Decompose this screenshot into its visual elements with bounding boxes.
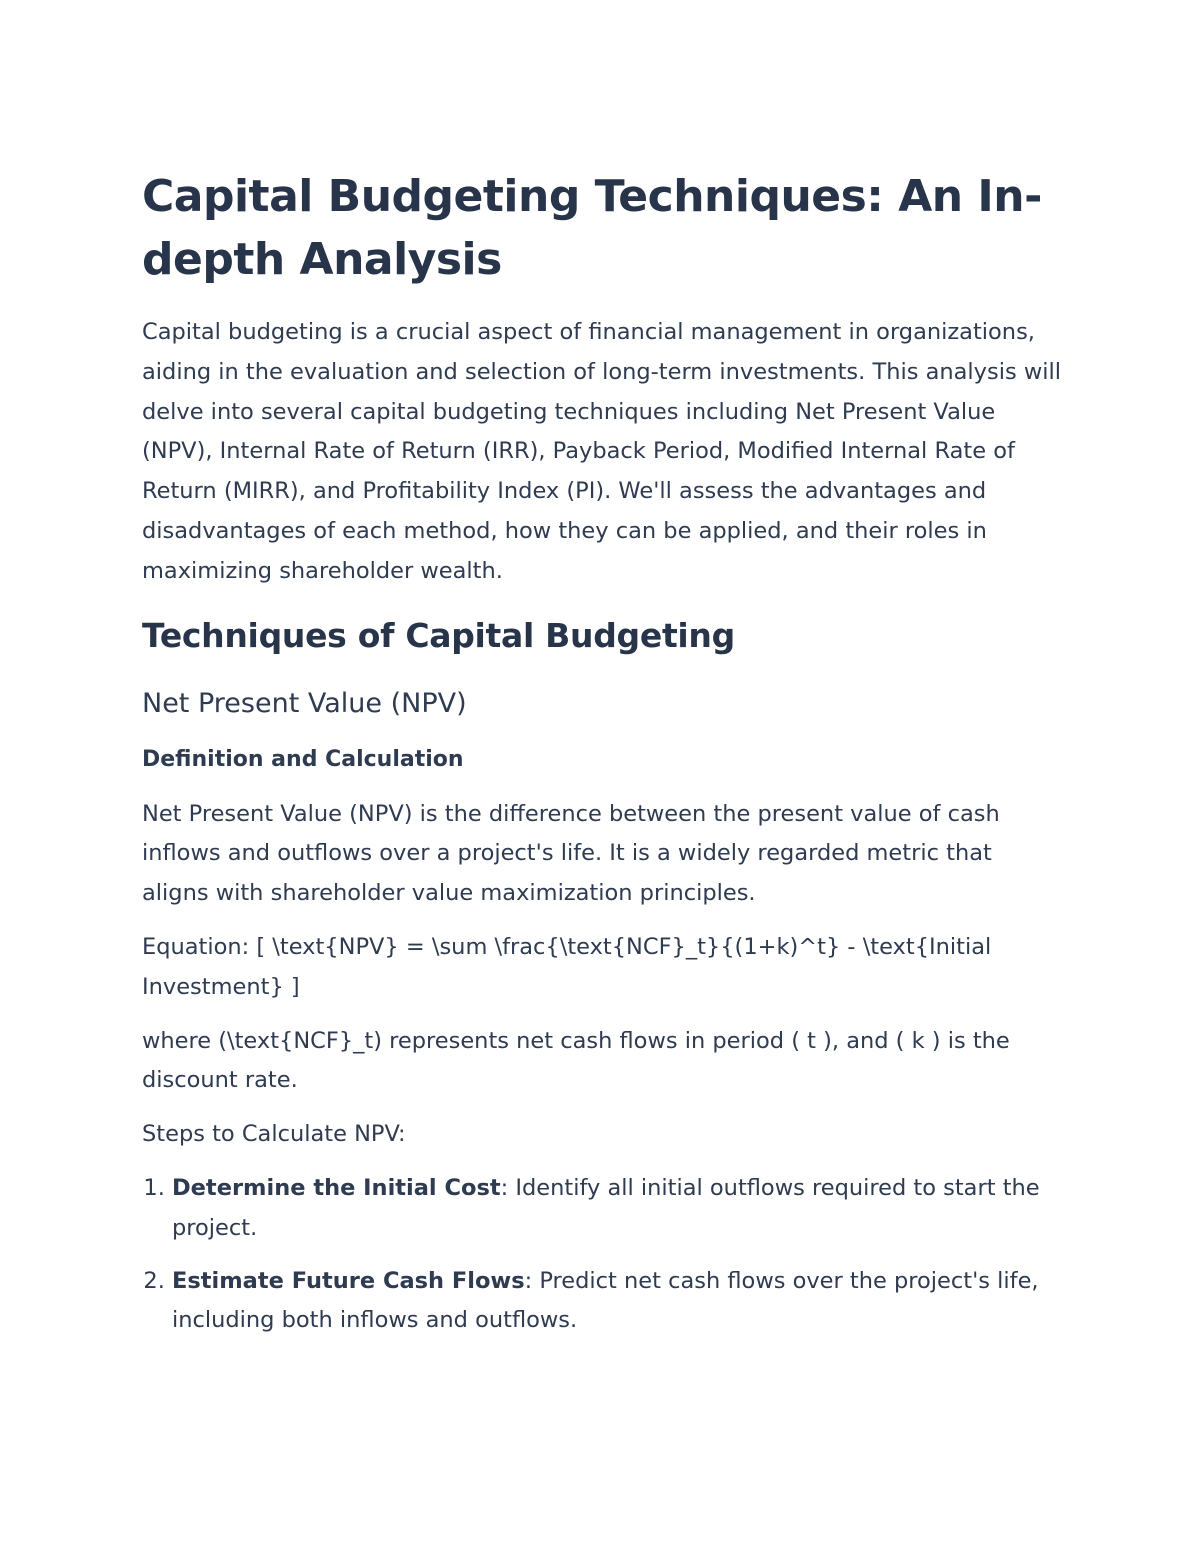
step-text: Identify all initial outflows required to start the project. — [172, 1174, 1040, 1241]
npv-where-note: where (\text{NCF}_t) represents net cash flows in period ( t ), and ( k ) is the discount rate. — [142, 1027, 1010, 1094]
intro-paragraph: Capital budgeting is a crucial aspect of financial management in organizations, aiding in the evaluation and selection of long-term investments. This analysis will delve into several capital budgeting techniques including Net Present Value (NPV), Internal Rate of Return (IRR), Payback Period, Modified Internal Rate of Return (MIRR), and Profitability Index (PI). We'll assess the advantages and disadvantages of each method, how they can be applied, and their roles in maximizing shareholder wealth. — [142, 319, 1061, 584]
list-item — [172, 1262, 1062, 1342]
npv-steps-label: Steps to Calculate NPV: — [142, 1121, 406, 1148]
npv-definition: Net Present Value (NPV) is the difference between the present value of cash inflows and outflows over a project's life. It is a widely regarded metric that aligns with shareholder value maximization principles. — [142, 800, 1000, 907]
step-separator: : — [500, 1174, 509, 1201]
section-heading: Techniques of Capital Budgeting — [142, 615, 735, 655]
npv-equation: Equation: [ \text{NPV} = \sum \frac{\text{NCF}_t}{(1+k)^t} - \text{Initial Investment} ] — [142, 933, 992, 1000]
document-title: Capital Budgeting Techniques: An In-depth Analysis — [142, 171, 1042, 285]
document-page — [142, 165, 1062, 1354]
step-separator: : — [524, 1267, 533, 1294]
npv-subheading: Definition and Calculation — [142, 746, 464, 772]
list-item — [172, 1169, 1062, 1249]
step-text: Predict net cash flows over the project's life, including both inflows and outflows. — [172, 1267, 1039, 1334]
step-title: Determine the Initial Cost — [172, 1174, 501, 1201]
step-title: Estimate Future Cash Flows — [172, 1267, 525, 1294]
npv-heading: Net Present Value (NPV) — [142, 687, 467, 719]
npv-steps-list — [142, 1169, 1062, 1341]
